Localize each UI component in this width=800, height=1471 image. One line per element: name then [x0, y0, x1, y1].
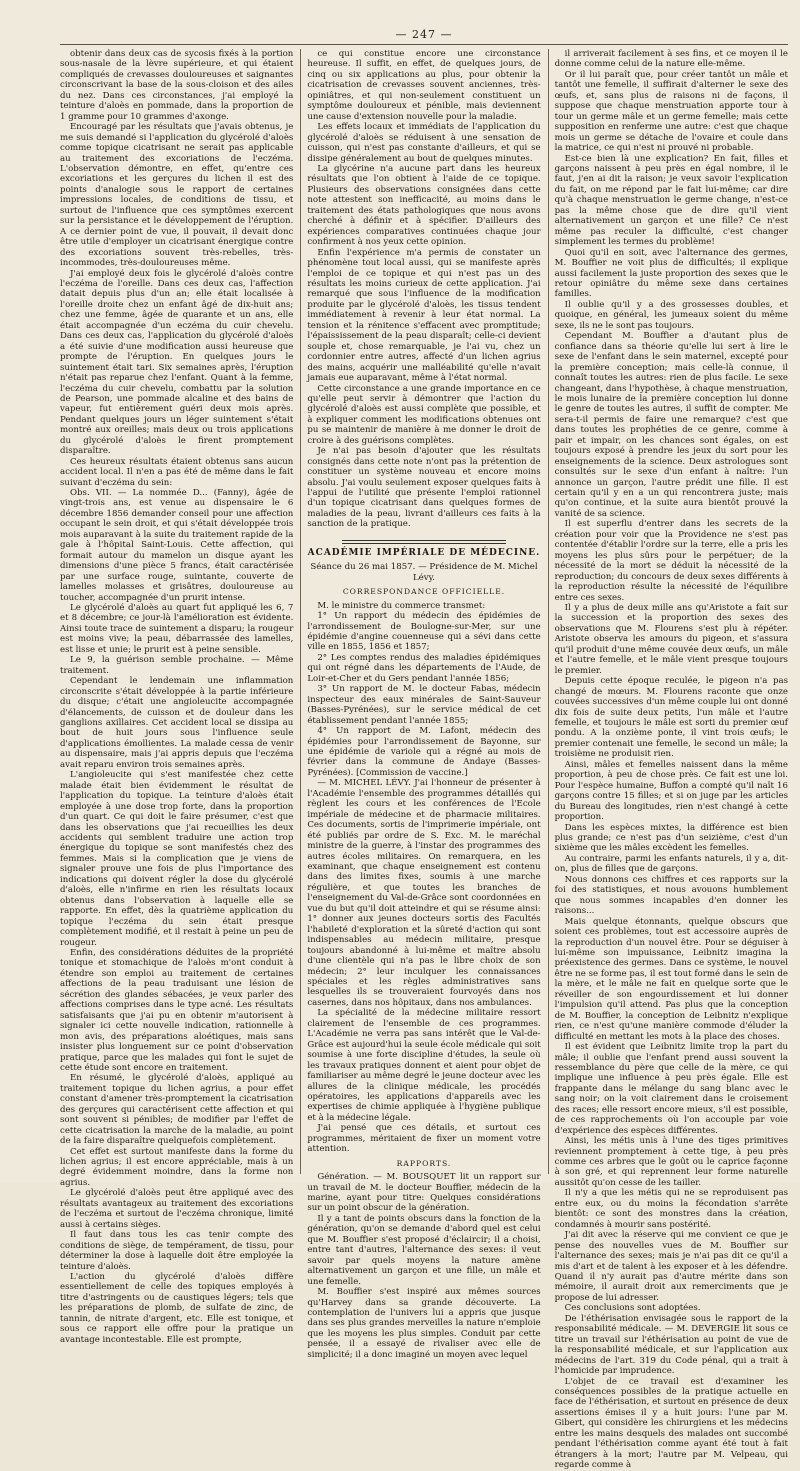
column-3 — [548, 49, 788, 1471]
correspondence-body — [307, 601, 540, 1155]
title-rule — [342, 540, 505, 544]
paragraph: obtenir dans deux cas de sycosis fixés à la portion sous-nasale de la lèvre supérieure, et qui étaient compliqués de crevasses douloureuses et saignantes circonscrivant la base de la sous-cloison et des ailes du nez. Dans ces circonstances, j'ai employé la teinture d'aloès en pommade, dans la proportion de 1 gramme pour 10 grammes d'axonge. — [60, 49, 294, 122]
reports-body — [307, 1172, 540, 1360]
paragraph: 4° Un rapport de M. Lafont, médecin des épidémies pour l'arrondissement de Bayonne, sur une épidémie de variole qui a régné au mois de février dans la commune de Andaye (Basses-Pyrénées). [Commission de vaccine.] — [307, 726, 541, 778]
paragraph: Génération. — M. BOUSQUET lit un rapport sur un travail de M. le docteur Bouffier, médecin de la marine, ayant pour titre: Quelques considérations sur un point obscur de la génération. — [307, 1172, 541, 1214]
paragraph: L'angioleucite qui s'est manifestée chez cette malade était bien évidemment le résultat de l'application du topique. La teinture d'aloès était employée à une dose trop forte, dans la proportion d'un quart. Ce qui doit le faire présumer, c'est que dans les observations que j'ai recueillies les deux accidents qui semblent traduire une action trop énergique du topique se sont manifestés chez des femmes. Mais si la complication que je viens de signaler prouve une fois de plus l'importance des indications qui doivent régler la dose du glycérolé d'aloès, elle n'infirme en rien les résultats locaux obtenus dans l'observation à laquelle elle se rapporte. En effet, dès la quatrième application du topique l'eczéma du sein était presque complètement modifié, et il restait à peine un peu de rougeur. — [60, 770, 294, 948]
column-2 — [300, 49, 541, 1360]
paragraph: Le glycérolé d'aloès peut être appliqué avec des résultats avantageux au traitement des excoriations de l'eczéma et surtout de l'eczéma chronique, limité aussi à certains sièges. — [60, 1188, 294, 1230]
paragraph: Je n'ai pas besoin d'ajouter que les résultats consignés dans cette note n'ont pas la prétention de constituer un système nouveau et encore moins absolu. J'ai voulu seulement exposer quelques faits à l'appui de l'utilité que présente l'emploi rationnel d'un topique cicatrisant dans quelques formes de maladies de la peau, livrant d'ailleurs ces faits à la sanction de la pratique. — [307, 446, 541, 530]
paragraph: Ainsi, les métis unis à l'une des tiges primitives reviennent promptement à cette tige, à peu près comme ces arbres que le goût ou le caprice façonne à son gré, et qui reprennent leur forme naturelle aussitôt qu'on cesse de les tailler. — [554, 1136, 788, 1188]
paragraph: Il oublie qu'il y a des grossesses doubles, et quoique, en général, les jumeaux soient du même sexe, ils ne le sont pas toujours. — [554, 299, 788, 331]
paragraph: Il est évident que Leibnitz limite trop la part du mâle; il oublie que l'enfant prend aussi souvent la ressemblance du père que celle de la mère, ce qui implique une influence à peu près égale. Elle est frappante dans le mélange du sang blanc avec le sang noir; on la voit clairement dans le croisement des races; elle ressort encore mieux, s'il est possible, de ces rapprochements où l'on accouple par voie d'expérience des espèces différentes. — [554, 1042, 788, 1136]
paragraph: — M. MICHEL LÉVY. J'ai l'honneur de présenter à l'Académie l'ensemble des programmes détaillés qui règlent les cours et les conférences de l'Ecole impériale de médecine et de pharmacie militaires. Ces documents, sortis de l'imprimerie impériale, ont été publiés par ordre de S. Exc. M. le maréchal ministre de la guerre, à l'instar des programmes des autres écoles militaires. On remarquera, en les examinant, que chaque enseignement est contenu dans des limites fixes, soumis à une marche régulière, et que toutes les branches de l'enseignement du Val-de-Grâce sont coordonnées en vue du but qu'il doit atteindre et qui se résume ainsi: 1° donner aux jeunes docteurs sortis des Facultés l'habileté d'exploration et la sûreté d'action qui sont indispensables au médecin militaire, presque toujours abandonné à lui-même et maître absolu d'une clientèle qui n'a pas le libre choix de son médecin; 2° leur inculquer les connaissances spéciales et les règles administratives sans lesquelles ils se trouveraient fourvoyés dans nos casernes, dans nos hôpitaux, dans nos ambulances. — [307, 778, 541, 1008]
paragraph: L'action du glycérolé d'aloès diffère essentiellement de celle des topiques employés à titre d'astringents ou de caustiques légers; tels que les préparations de plomb, de sulfate de zinc, de tannin, de nitrate d'argent, etc. Elle est tonique, et sous ce rapport elle offre pour la pratique un avantage incontestable. Elle est prompte, — [60, 1272, 294, 1345]
paragraph: Il est superflu d'entrer dans les secrets de la création pour voir que la Providence ne s'est pas contentée d'établir l'ordre sur la terre, elle a pris les moyens les plus sûrs pour le perpétuer; de la nécessité de la mort se déduit la nécessité de la reproduction; du concours de deux sexes différents à la reproduction résulte la nécessité de l'équilibre entre ces sexes. — [554, 519, 788, 603]
paragraph: Enfin, des considérations déduites de la propriété tonique et stomachique de l'aloès m'ont conduit à étendre son emploi au traitement de certaines affections de la peau traduisant une lésion de sécrétion des glandes sébacées, je veux parler des affections comprises dans le type acné. Les résultats satisfaisants que j'ai pu en obtenir m'autorisent à signaler ici cette nouvelle indication, rationnelle à mon avis, des préparations aloétiques, mais sans insister plus longuement sur ce point d'observation pratique, parce que les malades qui font le sujet de cette étude sont encore en traitement. — [60, 947, 294, 1073]
reports-heading: RAPPORTS. — [396, 1158, 452, 1168]
paragraph: Les effets locaux et immédiats de l'application du glycérolé d'aloès se réduisent à une sensation de cuisson, qui n'est pas constante d'ailleurs, et qui se dissipe généralement au bout de quelques minutes. — [307, 122, 541, 164]
paragraph: 1° Un rapport du médecin des épidémies de l'arrondissement de Boulogne-sur-Mer, sur une épidémie d'angine couenneuse qui a sévi dans cette ville en 1855, 1856 et 1857; — [307, 611, 541, 653]
paragraph: Il y a tant de points obscurs dans la fonction de la génération, qu'on se demande d'abord quel est celui que M. Bouffier s'est proposé d'éclaircir; il a choisi, entre tant d'autres, l'alternance des sexes: il veut savoir par quels moyens la nature amène alternativement un garçon et une fille, un mâle et une femelle. — [307, 1213, 541, 1287]
paragraph: Nous donnons ces chiffres et ces rapports sur la foi des statistiques, et nous avouons humblement que nous sommes incapables d'en donner les raisons... — [554, 874, 788, 917]
paragraph: Mais quelque étonnants, quelque obscurs que soient ces problèmes, tout est accessoire auprès de la reproduction d'un nouvel être. Pour se déguiser à lui-même son impuissance, Leibnitz imagina la préexistence des germes. Dans ce système, le nouvel être ne se forme pas, il est tout formé dans le sein de la mère, et le mâle ne fait en quelque sorte que le réveiller de son engourdissement et lui donner l'impulsion qu'il attend. Pas plus que la conception de M. Bouffier, la conception de Leibnitz n'explique rien, ce n'est qu'une manière commode d'éluder la difficulté en mettant les mots à la place des choses. — [554, 916, 788, 1042]
columns — [60, 44, 788, 1471]
paragraph: La spécialité de la médecine militaire ressort clairement de l'ensemble de ces programmes. L'Académie ne verra pas sans intérêt que le Val-de-Grâce est aujourd'hui la seule école médicale qui soit soumise à une forte discipline d'études, la seule où les travaux pratiques donnent et aient pour objet de familiariser au même degré le jeune docteur avec les allures de la clinique médicale, les procédés opératoires, les applications d'appareils avec les expertises de chimie appliquée à l'hygiène publique et à la médecine légale. — [307, 1008, 541, 1123]
paragraph: J'ai employé deux fois le glycérolé d'aloès contre l'eczéma de l'oreille. Dans ces deux cas, l'affection datait depuis plus d'un an; elle était localisée à l'oreille droite chez un enfant âgé de dix-huit ans; chez une femme, âgée de quarante et un ans, elle était accompagnée d'un eczéma du cuir chevelu. Dans ces deux cas, l'application du glycérolé d'aloès a été suivie d'une modification aussi heureuse que prompte de l'éruption. En quelques jours le suintement était tari. Six semaines après, l'éruption n'était pas reparue chez l'enfant. Quant à la femme, l'eczéma du cuir chevelu, combattu par la solution de Pearson, une pommade alcaline et des bains de vapeur, fut entièrement guéri deux mois après. Pendant quelques jours un léger suintement s'était montré aux oreilles; mais deux ou trois applications du glycérolé d'aloès le firent promptement disparaître. — [60, 268, 294, 457]
paragraph: Cependant M. Bouffier a d'autant plus de confiance dans sa théorie qu'elle lui sert à lire le sexe de l'enfant dans le sein maternel, excepté pour la première conception; mais celle-là connue, il connaît toutes les autres: rien de plus facile. Le sexe changeant, dans l'hypothèse, à chaque menstruation, le mois lunaire de la première conception lui donne le genre de toutes les autres, il suffit de compter. Me sera-t-il permis de faire une remarque? c'est que dans toutes les prophéties de ce genre, comme à pair et impair, on les chances sont égales, on est toujours exposé à prendre les jeux du sort pour les enseignements de la science. Deux astrologues sont consultés sur le sexe d'un enfant à naître: l'un annonce un garçon, l'autre prédit une fille. Il est certain qu'il y en a un qui rencontrera juste; mais qu'on continue, et la suite aura bientôt prouvé la vanité de sa science. — [554, 331, 788, 519]
paragraph: Ainsi, mâles et femelles naissent dans la même proportion, à peu de chose près. Ce fait est une loi. Pour l'espèce humaine, Buffon a compté qu'il naît 16 garçons contre 15 filles; et si on juge par les articles du Bureau des longitudes, rien n'est changé à cette proportion. — [554, 759, 788, 823]
session-meta: Séance du 26 mai 1857. — Présidence de M. Michel Lévy. — [310, 562, 538, 583]
academy-section-title: ACADÉMIE IMPÉRIALE DE MÉDECINE. — [307, 540, 540, 558]
paragraph: Il faut dans tous les cas tenir compte des conditions de siège, de tempérament, de tissu, pour déterminer la dose à laquelle doit être employée la teinture d'aloès. — [60, 1230, 294, 1272]
paragraph: Au contraire, parmi les enfants naturels, il y a, dit-on, plus de filles que de garçons. — [554, 853, 788, 875]
paragraph: Est-ce bien là une explication? En fait, filles et garçons naissent à peu près en égal nombre, il le faut, j'en ai dit la raison; je veux savoir l'explication du fait, on me répond par le fait lui-même; car dire qu'à chaque menstruation le germe change, n'est-ce pas la même chose que de dire qu'il vient alternativement un garçon et une fille? Ce n'est même pas reculer la difficulté, c'est changer simplement les termes du problème! — [554, 153, 788, 248]
paragraph: Ces conclusions sont adoptées. — [564, 1303, 701, 1314]
paragraph: Or il lui paraît que, pour créer tantôt un mâle et tantôt une femelle, il suffirait d'alterner le sexe des œufs, et, sans plus de raisons ni de façons, il suppose que chaque menstruation apporte tour à tour un germe mâle et un germe femelle; mais cette supposition en renferme une autre: c'est que chaque mois un germe se détache de l'ovaire et coule dans la matrice, ce qui n'est ni prouvé ni probable. — [554, 69, 788, 154]
paragraph: Cette circonstance a une grande importance en ce qu'elle peut servir à démontrer que l'action du glycérolé d'aloès est aussi complète que possible, et à expliquer comment les modifications obtenues ont pu se maintenir de manière à me donner le droit de croire à des guérisons complètes. — [307, 383, 541, 446]
paragraph: Obs. VII. — La nommée D... (Fanny), âgée de vingt-trois ans, est venue au dispensaire le 6 décembre 1856 demander conseil pour une affection occupant le sein droit, et qui s'était développée trois mois auparavant à la suite du traitement rapide de la gale à l'hôpital Saint-Louis. Cette affection, qui formait autour du mamelon un disque ayant les dimensions d'une pièce 5 francs, était caractérisée par une surface rouge, suintante, couverte de lamelles molasses et grisâtres, douloureuse au toucher, accompagnée d'un prurit intense. — [60, 488, 294, 603]
column-2-article-end — [307, 49, 540, 530]
paragraph: 3° Un rapport de M. le docteur Fabas, médecin inspecteur des eaux minérales de Saint-Sauveur (Basses-Pyrénées), sur le service médical de cet établissement pendant l'année 1855; — [307, 684, 541, 726]
paragraph: Cet effet est surtout manifeste dans la forme du lichen agrius; il est encore appréciable, mais à un degré évidemment moindre, dans la forme non agrius. — [60, 1146, 294, 1188]
paragraph: J'ai dit avec la réserve qui me convient ce que je pense des nouvelles vues de M. Bouffier sur l'alternance des sexes; mais je n'ai pas dit ce qu'il a mis d'art et de talent à les exposer et à les défendre. Quand il n'y aurait pas d'autre mérite dans son mémoire, il aurait droit aux remerciments que je propose de lui adresser. — [554, 1230, 788, 1303]
paragraph: Il y a plus de deux mille ans qu'Aristote a fait sur la succession et la proportion des sexes des observations que M. Flourens s'est plu à répéter. Aristote observa les amours du pigeon, et s'assura qu'il produit d'une même couvée deux œufs, un mâle et l'autre femelle, et le mâle vient presque toujours le premier. — [554, 603, 788, 676]
paragraph: La glycérine n'a aucune part dans les heureux résultats que l'on obtient à l'aide de ce topique. Plusieurs des observations consignées dans cette note attestent son inefficacité, au moins dans le traitement des états pathologiques que nous avons cherché à définir et à spécifier. D'ailleurs des expériences comparatives continuées chaque jour confirment à nos yeux cette opinion. — [307, 163, 541, 248]
paragraph: Le 9, la guérison semble prochaine. — Même traitement. — [60, 655, 294, 676]
paragraph: Cependant le lendemain une inflammation circonscrite s'était développée à la partie inférieure du disque; c'était une angioleucite accompagnée d'élancements, de cuisson et de douleur dans les ganglions axillaires. Cet accident local se dissipa au bout de huit jours sous l'influence seule d'applications émollientes. La malade cessa de venir au dispensaire, mais j'ai appris depuis que l'eczéma avait reparu environ trois semaines après. — [60, 676, 294, 770]
paragraph: Depuis cette époque reculée, le pigeon n'a pas changé de mœurs. M. Flourens raconte que onze couvées successives d'un même couple lui ont donné dix fois de suite deux petits, l'un mâle et l'autre femelle, et toujours le mâle est sorti du premier œuf pondu. A la onzième ponte, il vint trois œufs; le premier contenait une femelle, le second un mâle; la troisième ne produisit rien. — [554, 676, 788, 760]
paragraph: M. le ministre du commerce transmet: — [317, 600, 486, 611]
paragraph: J'ai pensé que ces détails, et surtout ces programmes, méritaient de fixer un moment votre attention. — [307, 1123, 541, 1155]
paragraph: M. Bouffier s'est inspiré aux mêmes sources qu'Harvey dans sa grande découverte. La contemplation de l'univers lui a appris que jusque dans ses plus grandes merveilles la nature n'emploie que les moyens les plus simples. Conduit par cette pensée, il a essayé de rivaliser avec elle de simplicité; il a donc imaginé un moyen avec lequel — [307, 1287, 541, 1360]
column-1 — [60, 49, 294, 1345]
paragraph: Il n'y a que les métis qui ne se reproduisent pas entre eux, ou du moins la fécondation s'arrête bientôt: ce sont des monstres dans la création, condamnés à mourir sans postérité. — [554, 1188, 788, 1230]
paragraph: En résumé, le glycérolé d'aloès, appliqué au traitement topique du lichen agrius, a pour effet constant d'amener très-promptement la cicatrisation des gerçures qui caractérisent cette affection et qui sont souvent si pénibles; de modifier par l'effet de cette cicatrisation la marche de la maladie, au point de la faire disparaître quelquefois complètement. — [60, 1073, 294, 1147]
paragraph: Ces heureux résultats étaient obtenus sans aucun accident local. Il n'en a pas été de même dans le fait suivant d'eczéma du sein: — [60, 456, 294, 488]
paragraph: il arriverait facilement à ses fins, et ce moyen il le donne comme celui de la nature elle-même. — [554, 49, 788, 70]
correspondence-heading: CORRESPONDANCE OFFICIELLE. — [342, 587, 506, 597]
page-number: — 247 — — [395, 28, 453, 41]
paragraph: Dans les espèces mixtes, la différence est bien plus grande; ce n'est pas d'un seizième, c'est d'un sixième que les mâles excèdent les femelles. — [554, 822, 788, 854]
paragraph: 2° Les comptes rendus des maladies épidémiques qui ont régné dans les départements de l'Aude, de Loir-et-Cher et du Gers pendant l'année 1856; — [307, 652, 541, 684]
paragraph: Encouragé par les résultats que j'avais obtenus, je me suis demandé si l'application du glycérolé d'aloès comme topique cicatrisant ne serait pas applicable au traitement des excoriations de l'eczéma. L'observation démontre, en effet, qu'entre ces excoriations et les gerçures du lichen il est des points d'analogie sous le rapport de certaines impressions locales, de conditions de tissu, et surtout de l'influence que ces symptômes exercent sur la persistance et le développement de l'éruption. A ce dernier point de vue, il pouvait, il devait donc être utile d'employer un cicatrisant énergique contre des excoriations souvent très-rebelles, très-incommodes, très-douloureuses même. — [60, 122, 294, 269]
paragraph: Quoi qu'il en soit, avec l'alternance des germes, M. Bouffier ne voit plus de difficultés; il explique aussi facilement la juste proportion des sexes que le retour opiniâtre du même sexe dans certaines familles. — [554, 247, 788, 300]
paragraph: ce qui constitue encore une circonstance heureuse. Il suffit, en effet, de quelques jours, de cinq ou six applications au plus, pour obtenir la cicatrisation de crevasses souvent anciennes, très-opiniâtres, et qui non-seulement constituent un symptôme douloureux et pénible, mais deviennent une cause d'extension nouvelle pour la maladie. — [307, 49, 541, 122]
paragraph: Le glycérolé d'aloès au quart fut appliqué les 6, 7 et 8 décembre; ce jour-là l'amélioration est évidente. Ainsi toute trace de suintement a disparu; la rougeur est moins vive; la peau, débarrassée des lamelles, est lisse et unie; le prurit est à peine sensible. — [60, 603, 294, 655]
page-header — [60, 0, 788, 44]
paragraph: L'objet de ce travail est d'examiner les conséquences possibles de la pratique actuelle en face de l'éthérisation, et surtout en présence de deux assertions émises il y a huit jours: l'une par M. Gibert, qui considère les chirurgiens et les médecins entre les mains desquels des malades ont succombé pendant l'éthérisation comme ayant été tout à fait étrangers à la mort; l'autre par M. Velpeau, qui regarde comme à — [554, 1376, 788, 1471]
paragraph: De l'éthérisation envisagée sous le rapport de la responsabilité médicale. — M. DEVERGIE lit sous ce titre un travail sur l'éthérisation au point de vue de la responsabilité médicale, et sur l'application aux médecins de l'art. 319 du Code pénal, qui a trait à l'homicide par imprudence. — [554, 1313, 788, 1377]
paragraph: Enfin l'expérience m'a permis de constater un phénomène tout local aussi, qui se manifeste après l'emploi de ce topique et qui n'est pas un des résultats les moins curieux de cette application. J'ai remarqué que sous l'influence de la modification produite par le glycérolé d'aloès, les tissus tendent immédiatement à revenir à leur état normal. La tension et la rénitence s'effacent avec promptitude; l'épaississement de la peau disparaît; celle-ci devient souple et, chose remarquable, je l'ai vu, chez un cordonnier entre autres, affecté d'un lichen agrius des mains, acquérir une malléabilité qu'elle n'avait jamais eue auparavant, même à l'état normal. — [307, 247, 541, 384]
